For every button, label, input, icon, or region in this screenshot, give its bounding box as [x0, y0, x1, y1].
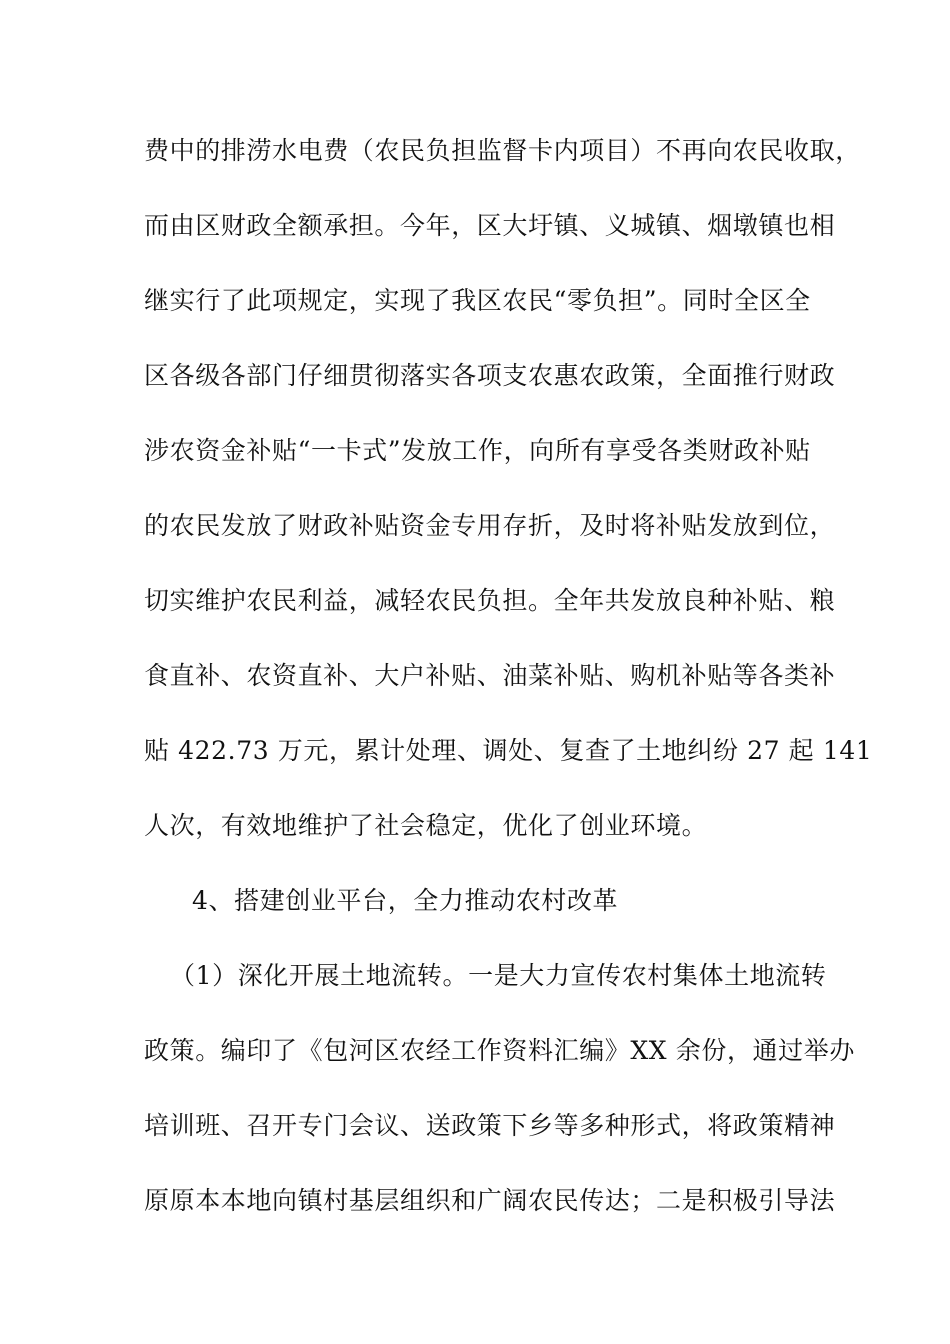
text-line: 食直补、农资直补、大户补贴、油菜补贴、购机补贴等各类补: [144, 661, 836, 690]
text-line: 政策。编印了《包河区农经工作资料汇编》XX 余份，通过举办: [144, 1036, 855, 1065]
text-line: 贴 422.73 万元，累计处理、调处、复查了土地纠纷 27 起 141: [144, 736, 873, 765]
text-line: 的农民发放了财政补贴资金专用存折，及时将补贴发放到位，: [144, 511, 836, 540]
section-heading: 4、搭建创业平台，全力推动农村改革: [192, 886, 619, 915]
text-line: 培训班、召开专门会议、送政策下乡等多种形式，将政策精神: [144, 1111, 836, 1140]
text-line: 继实行了此项规定，实现了我区农民“零负担”。同时全区全: [144, 286, 811, 315]
text-line: 区各级各部门仔细贯彻落实各项支农惠农政策，全面推行财政: [144, 361, 836, 390]
text-line: 人次，有效地维护了社会稳定，优化了创业环境。: [144, 811, 708, 840]
text-line: （1）深化开展土地流转。一是大力宣传农村集体土地流转: [170, 961, 827, 990]
text-line: 费中的排涝水电费（农民负担监督卡内项目）不再向农民收取，: [144, 136, 861, 165]
text-line: 而由区财政全额承担。今年，区大圩镇、义城镇、烟墩镇也相: [144, 211, 836, 240]
text-line: 涉农资金补贴“一卡式”发放工作，向所有享受各类财政补贴: [144, 436, 811, 465]
text-line: 原原本本地向镇村基层组织和广阔农民传达；二是积极引导法: [144, 1186, 836, 1215]
text-line: 切实维护农民利益，减轻农民负担。全年共发放良种补贴、粮: [144, 586, 836, 615]
